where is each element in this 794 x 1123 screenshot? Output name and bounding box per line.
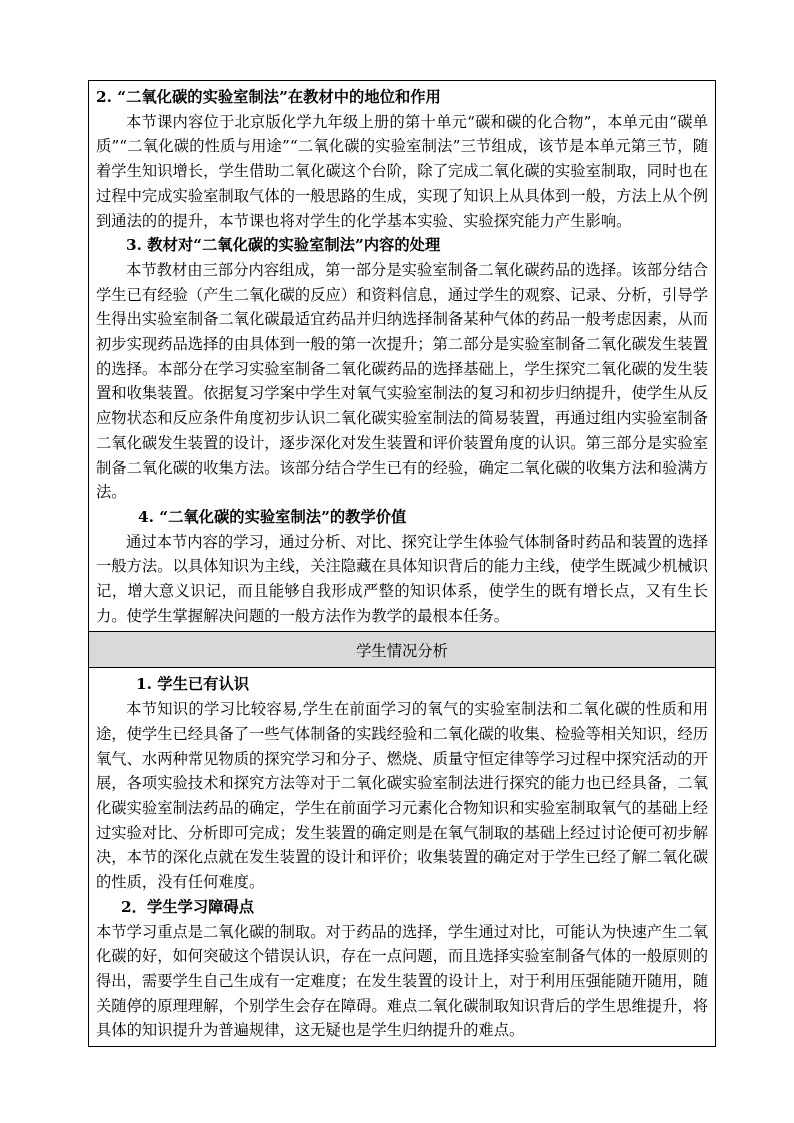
student-analysis-header [89, 631, 715, 668]
section-heading: 2. “二氧化碳的实验室制法”在教材中的地位和作用 [96, 88, 441, 106]
section-heading: 2．学生学习障碍点 [121, 897, 255, 916]
section-heading: 4. “二氧化碳的实验室制法”的教学价值 [138, 507, 407, 526]
paragraph: 本节教材由三部分内容组成，第一部分是实验室制备二氧化碳药品的选择。该部分结合学生已有经验（产生二氧化碳的反应）和资料信息，通过学生的观察、记录、分析，引导学生得出实验室制备二氧化碳最适宜药品并归纳选择制备某种气体的药品一般考虑因素，从而初步实现药品选择的由具体到一般的第一次提升；第二部分是实验室制备二氧化碳发生装置的选择。本部分在学习实验室制备二氧化碳药品的选择基础上，学生探究二氧化碳的发生装置和收集装置。依据复习学案中学生对氧气实验室制法的复习和初步归纳提升，使学生从反应物状态和反应条件角度初步认识二氧化碳实验室制法的简易装置，再通过组内实验室制备二氧化碳发生装置的设计，逐步深化对发生装置和评价装置角度的认识。第三部分是实验室制备二氧化碳的收集方法。该部分结合学生已有的经验，确定二氧化碳的收集方法和验满方法。 [96, 260, 708, 502]
paragraph: 本节学习重点是二氧化碳的制取。对于药品的选择，学生通过对比，可能认为快速产生二氧化碳的好，如何突破这个错误认识，存在一点问题，而且选择实验室制备气体的一般原则的得出，需要学生自己生成有一定难度；在发生装置的设计上，对于利用压强能随开随用，随关随停的原理理解，个别学生会存在障碍。难点二氧化碳制取知识背后的学生思维提升，将具体的知识提升为普遍规律，这无疑也是学生归纳提升的难点。 [96, 922, 708, 1040]
textbook-analysis-cell [89, 81, 715, 631]
paragraph: 本节知识的学习比较容易,学生在前面学习的氧气的实验室制法和二氧化碳的性质和用途，使学生已经具备了一些气体制备的实践经验和二氧化碳的收集、检验等相关知识，经历氧气、水两种常见物质的探究学习和分子、燃烧、质量守恒定律等学习过程中探究活动的开展，各项实验技术和探究方法等对于二氧化碳实验室制法进行探究的能力也已经具备，二氧化碳实验室制法药品的确定，学生在前面学习元素化合物知识和实验室制取氧气的基础上经过实验对比、分析即可完成；发生装置的确定则是在氧气制取的基础上经过讨论便可初步解决，本节的深化点就在发生装置的设计和评价；收集装置的确定对于学生已经了解二氧化碳的性质，没有任何难度。 [96, 700, 708, 892]
section-heading: 1. 学生已有认识 [136, 675, 250, 694]
paragraph: 通过本节内容的学习，通过分析、对比、探究让学生体验气体制备时药品和装置的选择一般方法。以具体知识为主线，关注隐藏在具体知识背后的能力主线，使学生既减少机械识记，增大意义识记，而且能够自我形成严整的知识体系，使学生的既有增长点，又有生长力。使学生掌握解决问题的一般方法作为教学的最根本任务。 [96, 532, 708, 625]
paragraph: 本节课内容位于北京版化学九年级上册的第十单元“碳和碳的化合物”，本单元由“碳单质”“二氧化碳的性质与用途”“二氧化碳的实验室制法”三节组成，该节是本单元第三节，随着学生知识增长，学生借助二氧化碳这个台阶，除了完成二氧化碳的实验室制取，同时也在过程中完成实验室制取气体的一般思路的生成，实现了知识上从具体到一般，方法上从个例到通法的的提升，本节课也将对学生的化学基本实验、实验探究能力产生影响。 [96, 112, 708, 230]
section-heading: 3. 教材对“二氧化碳的实验室制法”内容的处理 [126, 236, 441, 255]
student-analysis-cell [89, 668, 715, 1046]
band-title: 学生情况分析 [356, 641, 448, 660]
lesson-plan-table [88, 80, 716, 1047]
